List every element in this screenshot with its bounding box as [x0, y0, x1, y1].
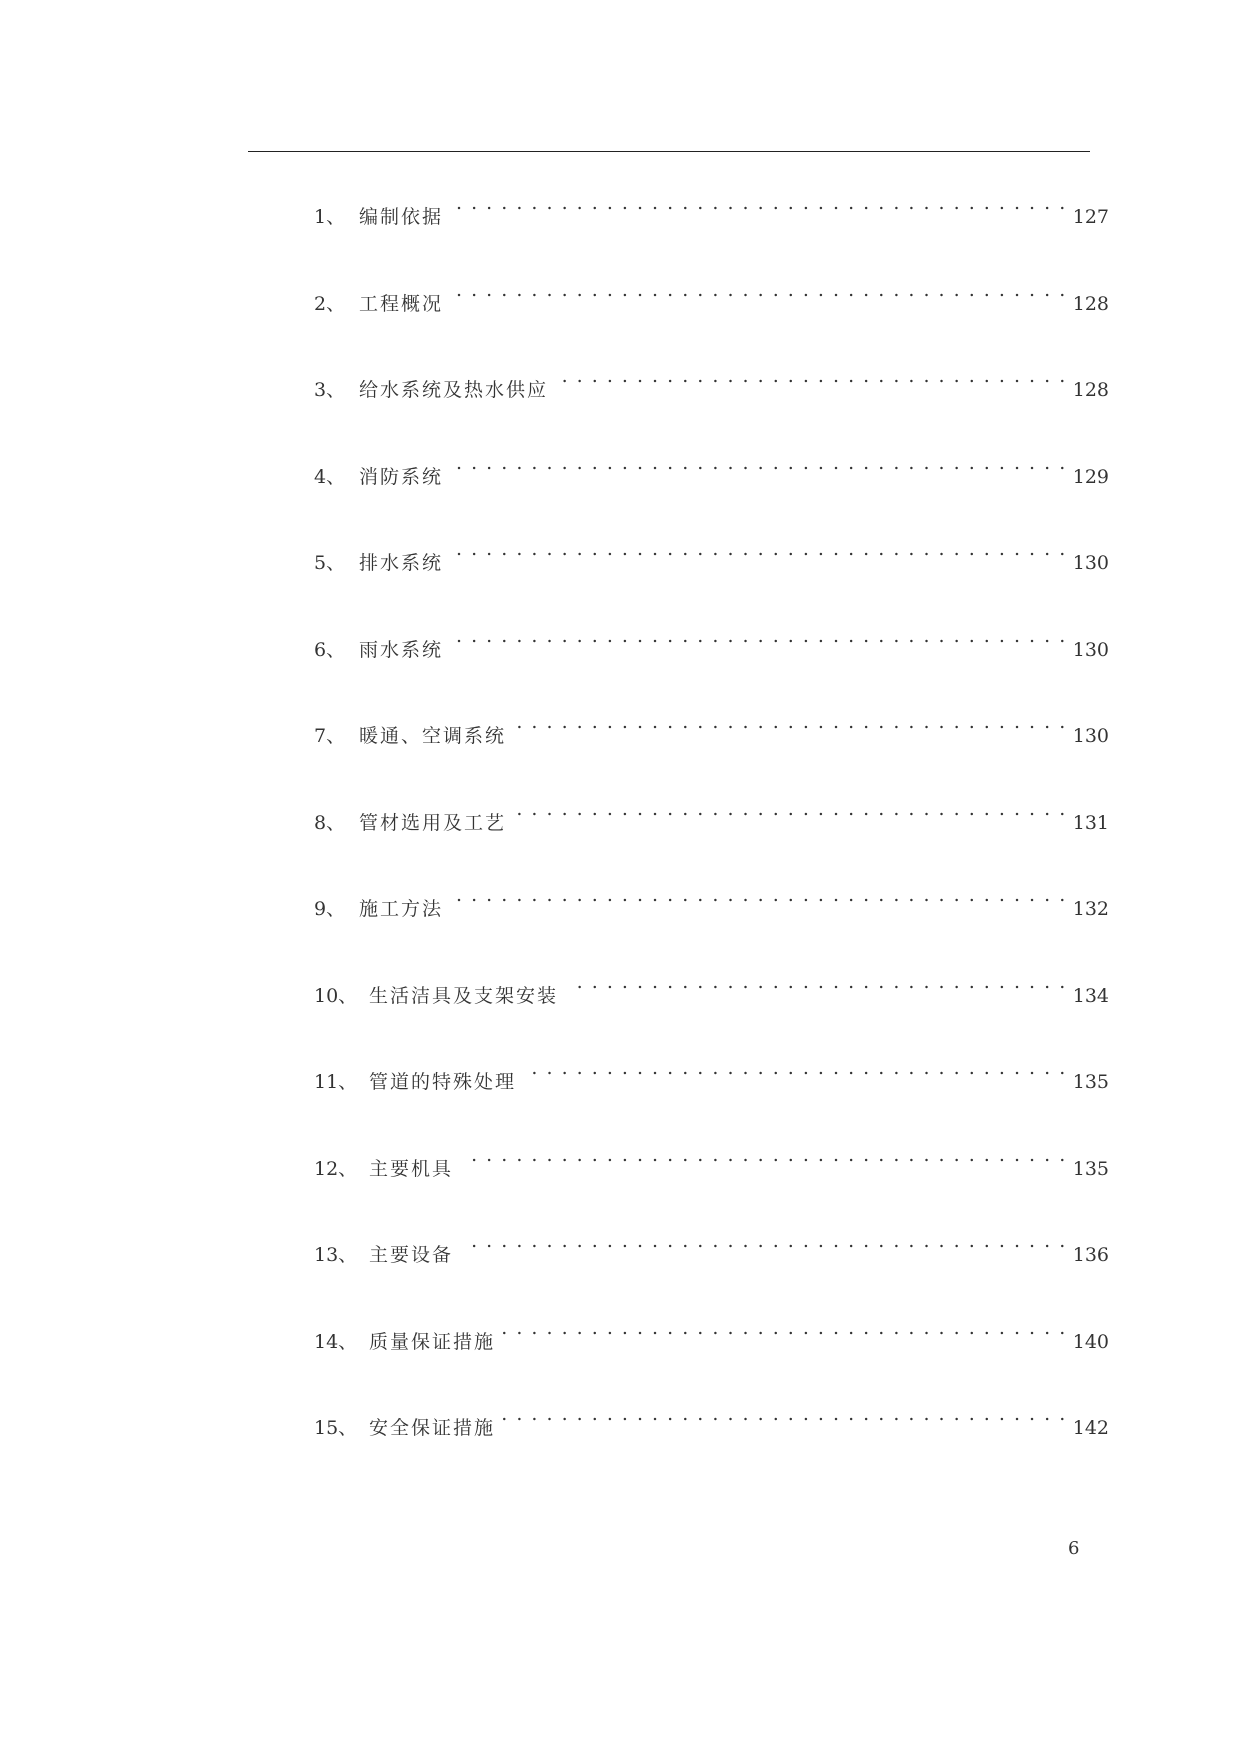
toc-entry-number: 13、 — [314, 1244, 358, 1266]
toc-entry-title: 质量保证措施 — [369, 1330, 496, 1353]
toc-entry-title: 工程概况 — [359, 292, 444, 315]
toc-entry-title: 给水系统及热水供应 — [359, 379, 549, 401]
toc-dot-leader — [556, 356, 1067, 396]
header-rule — [248, 151, 1090, 152]
toc-entry-8[interactable] — [314, 789, 1109, 834]
toc-entry-number: 5、 — [314, 552, 346, 574]
toc-entry-number: 7、 — [314, 725, 346, 747]
toc-entry-page: 135 — [1072, 1071, 1109, 1093]
toc-entry-page: 128 — [1072, 292, 1109, 315]
toc-dot-leader — [503, 1394, 1067, 1434]
toc-entry-4[interactable] — [314, 443, 1109, 488]
toc-entry-title: 施工方法 — [359, 898, 444, 920]
toc-entry-number: 4、 — [314, 465, 346, 488]
toc-entry-page: 140 — [1072, 1330, 1109, 1353]
toc-entry-number: 9、 — [314, 898, 346, 920]
toc-entry-number: 11、 — [314, 1071, 358, 1093]
toc-entry-1[interactable] — [314, 183, 1109, 228]
toc-entry-title: 生活洁具及支架安装 — [369, 984, 559, 1007]
toc-entry-number: 12、 — [314, 1157, 358, 1180]
toc-dot-leader — [503, 1308, 1067, 1348]
toc-dot-leader — [451, 270, 1067, 310]
toc-entry-2[interactable] — [314, 270, 1109, 315]
toc-entry-title: 编制依据 — [359, 206, 444, 228]
toc-dot-leader — [451, 529, 1067, 569]
toc-entry-page: 135 — [1072, 1157, 1109, 1180]
toc-entry-page: 142 — [1072, 1417, 1109, 1439]
toc-entry-14[interactable] — [314, 1308, 1109, 1353]
toc-dot-leader — [451, 875, 1067, 915]
page-number: 6 — [1068, 1538, 1080, 1559]
toc-dot-leader — [524, 1048, 1067, 1088]
toc-entry-page: 131 — [1072, 811, 1109, 834]
toc-dot-leader — [461, 1221, 1067, 1261]
toc-entry-page: 132 — [1072, 898, 1109, 920]
toc-dot-leader — [461, 1135, 1067, 1175]
toc-entry-page: 128 — [1072, 379, 1109, 401]
toc-entry-title: 主要机具 — [369, 1157, 454, 1180]
toc-entry-15[interactable] — [314, 1394, 1109, 1439]
toc-entry-12[interactable] — [314, 1135, 1109, 1180]
toc-entry-7[interactable] — [314, 702, 1109, 747]
toc-entry-number: 14、 — [314, 1330, 358, 1353]
toc-entry-title: 主要设备 — [369, 1244, 454, 1266]
toc-entry-page: 136 — [1072, 1244, 1109, 1266]
toc-entry-title: 暖通、空调系统 — [359, 725, 507, 747]
toc-dot-leader — [514, 702, 1067, 742]
toc-entry-page: 127 — [1072, 206, 1109, 228]
toc-entry-page: 129 — [1072, 465, 1109, 488]
toc-dot-leader — [566, 962, 1067, 1002]
toc-entry-13[interactable] — [314, 1221, 1109, 1266]
toc-entry-5[interactable] — [314, 529, 1109, 574]
toc-dot-leader — [451, 616, 1067, 656]
toc-entry-title: 管道的特殊处理 — [369, 1071, 517, 1093]
toc-entry-9[interactable] — [314, 875, 1109, 920]
toc-entry-6[interactable] — [314, 616, 1109, 661]
toc-entry-page: 130 — [1072, 638, 1109, 661]
toc-entry-number: 8、 — [314, 811, 346, 834]
toc-entry-number: 2、 — [314, 292, 346, 315]
toc-entry-title: 排水系统 — [359, 552, 444, 574]
toc-entry-number: 6、 — [314, 638, 346, 661]
toc-dot-leader — [451, 443, 1067, 483]
toc-entry-number: 3、 — [314, 379, 346, 401]
toc-entry-title: 消防系统 — [359, 465, 444, 488]
toc-dot-leader — [514, 789, 1067, 829]
toc-entry-number: 10、 — [314, 984, 358, 1007]
toc-entry-page: 130 — [1072, 725, 1109, 747]
toc-dot-leader — [451, 183, 1067, 223]
toc-entry-number: 1、 — [314, 206, 346, 228]
toc-entry-title: 安全保证措施 — [369, 1417, 496, 1439]
toc-entry-11[interactable] — [314, 1048, 1109, 1093]
toc-entry-3[interactable] — [314, 356, 1109, 401]
toc-entry-page: 134 — [1072, 984, 1109, 1007]
toc-entry-page: 130 — [1072, 552, 1109, 574]
toc-entry-title: 管材选用及工艺 — [359, 811, 507, 834]
toc-entry-title: 雨水系统 — [359, 638, 444, 661]
toc-entry-10[interactable] — [314, 962, 1109, 1007]
toc-entry-number: 15、 — [314, 1417, 358, 1439]
